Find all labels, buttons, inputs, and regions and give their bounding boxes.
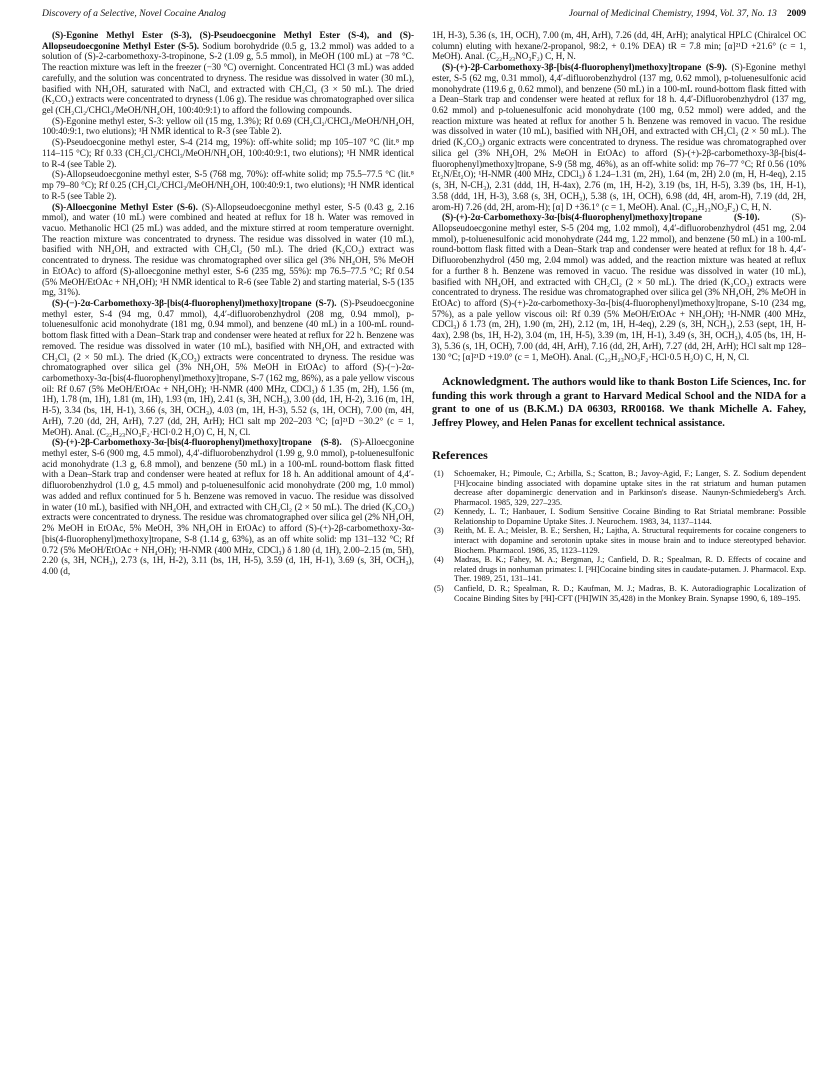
reference-item <box>432 507 806 526</box>
reference-list <box>432 469 806 603</box>
reference-text: Madras, B. K.; Fahey, M. A.; Bergman, J.; Canfield, D. R.; Spealman, R. D. Effects of cocaine and related drugs in nonhuman primates: I. [³H]Cocaine binding sites in caudate-putamen. J. Pharmacol. Exp. Ther. 1989, 251, 131–141. <box>454 555 806 584</box>
compound-heading: (S)-Egonine Methyl Ester (S-3), (S)-Pseudoecgonine Methyl Ester (S-4), and (S)-Allopseudoecgonine Methyl Ester (S-5). <box>42 30 414 51</box>
reference-number: (3) <box>434 526 444 536</box>
paragraph-text: (S)-Allopseudoecgonine methyl ester, S-5 (204 mg, 1.02 mmol), 4,4′-difluorobenzhydrol (451 mg, 2.04 mmol), p-toluenesulfonic acid monohydrate (244 mg, 1.22 mmol), and benzene (50 mL) in a 100-mL round-bottom flask fitted with a Dean–Stark trap and condenser were heated at reflux for 18 h. 4,4′-Difluorobenzhydrol (450 mg, 2.04 mmol) was added, and the reaction mixture was heated at reflux for a further 8 h. Benzene was removed in vacuo. The residue was dissolved in water (10 mL), basified with NH₄OH, and extracted with CH₂Cl₂ (2 × 50 mL). The dried (K₂CO₃) extracts were concentrated to dryness. The residue was chromatographed over silica gel (3% NH₄OH, 2% MeOH in EtOAc) to afford (S)-(+)-2α-carbomethoxy-3α-[bis(4-fluorophenyl)methoxy]tropane, S-10 (234 mg, 57%), as a pale yellow viscous oil: Rf 0.39 (5% MeOH/EtOAc + NH₄OH); ¹H-NMR (400 MHz, CDCl₃) δ 1.73 (m, 2H), 1.90 (m, 2H), 2.12 (m, 1H, H-4eq), 2.29 (s, 3H, NCH₃), 2.53 (sept, 1H, H-4ax), 2.98 (bs, 1H, H-2), 3.04 (m, 1H, H-5), 3.39 (m, 1H, H-1), 3.49 (s, 3H, OCH₃), 4.05 (bs, 1H, H-3), 5.36 (s, 1H, OCH), 7.00 (dd, 4H, ArH), 7.16 (dd, 2H, ArH), 7.27 (dd, 2H, ArH); HCl salt mp 128–130 °C; [α]²¹D +19.0° (c = 1, MeOH). Anal. (C₂₂H₂₃NO₃F₂·HCl·0.5 H₂O) C, H, N, Cl. <box>432 212 806 362</box>
experimental-paragraph <box>42 202 414 298</box>
paragraph-text: Sodium borohydride (0.5 g, 13.2 mmol) was added to a solution of (S)-2-carbomethoxy-3-tropinone, S-2 (1.09 g, 5.5 mmol), in MeOH (100 mL) at −78 °C. The reaction mixture was left in the freezer (−30 °C) overnight. Concentrated HCl (3 mL) was added carefully, and the solution was concentrated to dryness. The residue was dissolved in water (30 mL), basified with NH₄OH, saturated with NaCl, and extracted with CH₂Cl₂ (3 × 50 mL). The dried (K₂CO₃) extracts were concentrated to dryness (1.06 g). The residue was chromatographed over silica gel (CH₂Cl₂/CHCl₃/MeOH/NH₄OH, 100:40:9:1) to afford the following compounds. <box>42 40 414 116</box>
paragraph-text: (S)-Pseudoecgonine methyl ester, S-4 (214 mg, 19%): off-white solid; mp 105–107 °C (lit.⁸ mp 114–115 °C); Rf 0.33 (CH₂Cl₂/CHCl₃/MeOH/NH₄OH, 100:40:9:1, two elutions); ¹H NMR identical to R-4 (see Table 2). <box>42 137 414 169</box>
reference-item <box>432 584 806 603</box>
reference-text: Canfield, D. R.; Spealman, R. D.; Kaufman, M. J.; Madras, B. K. Autoradiographic Localization of Cocaine Binding Sites by [³H]-CFT ([³H]WIN 35,428) in the Monkey Brain. Synapse 1990, 6, 189–195. <box>454 584 806 603</box>
paragraph-text: 1H, H-3), 5.36 (s, 1H, OCH), 7.00 (m, 4H, ArH), 7.26 (dd, 4H, ArH); analytical HPLC (Chiralcel OC column) eluting with hexane/2-propanol, 98:2, + 0.1% DEA) tR = 7.8 min; [α]²¹D +21.6° (c = 1, MeOH). Anal. (C₂₂H₂₃NO₃F₂) C, H, N. <box>432 30 806 62</box>
paragraph-text: (S)-Alloecgonine methyl ester, S-6 (900 mg, 4.5 mmol), 4,4′-difluorobenzhydrol (1.99 g, 9.0 mmol), p-toluenesulfonic acid monohydrate (1.3 g, 6.8 mmol), and benzene (50 mL) in a 100-mL round-bottom flask fitted with a Dean–Stark trap and condenser were heated at reflux for 18 h. An additional amount of 4,4′-difluorobenzhydrol (1.0 g, 4.5 mmol) and p-toluenesulfonic acid monohydrate (200 mg, 1.0 mmol) was added and reflux continued for 5 h. Benzene was removed in vacuo. The residue was dissolved in water (10 mL), basified with NH₄OH, and extracted with CH₂Cl₂ (2 × 50 mL). The dried (K₂CO₃) extracts were concentrated to dryness. The residue was chromatographed over silica gel (2% NH₄OH, 2% MeOH in EtOAc, 5% MeOH, 3% NH₄OH in EtOAc) to afford (S)-(+)-2β-carbomethoxy-3α-[bis(4-fluorophenyl)methoxy]tropane, S-8 (1.14 g, 63%), as an off white solid: mp 131–132 °C; Rf 0.72 (5% MeOH/EtOAc + NH₄OH); ¹H-NMR (400 MHz, CDCl₃) δ 1.80 (d, 1H), 2.00–2.15 (m, 5H), 2.20 (s, 3H, NCH₃), 2.73 (s, 1H, H-2), 3.11 (bs, 1H, H-5), 3.59 (d, 1H, H-1), 3.69 (s, 3H, OCH₃), 4.00 (d, <box>42 437 414 576</box>
running-title: Discovery of a Selective, Novel Cocaine Analog <box>42 8 226 19</box>
compound-heading: (S)-(−)-2α-Carbomethoxy-3β-[bis(4-fluorophenyl)methoxy]tropane (S-7). <box>52 297 337 308</box>
reference-item <box>432 526 806 555</box>
acknowledgment <box>432 376 806 430</box>
running-header <box>42 8 806 22</box>
reference-number: (5) <box>434 584 444 594</box>
paragraph-text: (S)-Allopseudoecgonine methyl ester, S-5 (0.43 g, 2.16 mmol), and water (10 mL) were combined and heated at reflux for 18 h. Water was removed in vacuo. Methanolic HCl (25 mL) was added, and the mixture stirred at room temperature overnight. The reaction mixture was concentrated to dryness. The residue was dissolved in water (10 mL), basified with NH₄OH, and extracted with CH₂Cl₂ (50 mL). The dried (K₂CO₃) extract was concentrated to dryness. The residue was chromatographed over silica gel (3% NH₄OH, 5% MeOH in EtOAc) to afford (S)-alloecgonine methyl ester, S-6 (235 mg, 55%): mp 76.5–77.5 °C; Rf 0.54 (5% MeOH/EtOAc + NH₄OH); ¹H NMR identical to R-6 (see Table 2) and starting material, S-5 (135 mg, 31%). <box>42 201 414 298</box>
compound-heading: (S)-(+)-2β-Carbomethoxy-3β-[bis(4-fluorophenyl)methoxy]tropane (S-9). <box>442 62 727 73</box>
compound-heading: (S)-(+)-2β-Carbomethoxy-3α-[bis(4-fluorophenyl)methoxy]tropane (S-8). <box>52 437 342 448</box>
compound-heading: (S)-(+)-2α-Carbomethoxy-3α-[bis(4-fluorophenyl)methoxy]tropane (S-10). <box>442 212 760 223</box>
right-column <box>432 30 806 1060</box>
journal-citation <box>569 8 806 19</box>
experimental-paragraph <box>42 116 414 137</box>
experimental-paragraph <box>42 437 414 576</box>
reference-item <box>432 555 806 584</box>
reference-text: Reith, M. E. A.; Meisler, B. E.; Sershen, H.; Lajtha, A. Structural requirements for cocaine congeners to interact with dopamine and serotonin uptake sites in mouse brain and to induce stereotyped behavior. Biochem. Pharmacol. 1986, 35, 1123–1129. <box>454 526 806 555</box>
left-column <box>42 30 414 1060</box>
experimental-paragraph <box>42 30 414 116</box>
reference-text: Schoemaker, H.; Pimoule, C.; Arbilla, S.; Scatton, B.; Javoy-Agid, F.; Langer, S. Z. Sodium dependent [³H]cocaine binding associated with dopamine uptake sites in the rat striatum and human putamen decrease after dopaminergic denervation and in Parkinson's disease. Naunyn-Schmiedeberg's Arch. Pharmacol. 1985, 329, 227–235. <box>454 468 806 507</box>
compound-heading: (S)-Alloecgonine Methyl Ester (S-6). <box>52 201 198 212</box>
experimental-paragraph <box>42 298 414 437</box>
experimental-paragraph <box>42 137 414 169</box>
references-heading: References <box>432 447 488 462</box>
reference-number: (1) <box>434 468 444 478</box>
paragraph-text: (S)-Pseudoecgonine methyl ester, S-4 (94 mg, 0.47 mmol), 4,4′-difluorobenzhydrol (208 mg, 0.94 mmol), p-toluenesulfonic acid monohydrate (181 mg, 0.94 mmol), and benzene (40 mL) in a 100-mL round-bottom flask fitted with a Dean–Stark trap and condenser were heated at reflux for 22 h. Benzene was removed. The residue was dissolved in water (10 mL), basified with NH₄OH, and extracted with CH₂Cl₂ (2 × 50 mL). The dried (K₂CO₃) extracts were concentrated to dryness. The residue was chromatographed over silica gel (3% NH₄OH, 5% MeOH in EtOAc) to afford (S)-(−)-2α-carbomethoxy-3α-[bis(4-fluorophenyl)methoxy]tropane, S-7 (162 mg, 86%), as a pale yellow viscous oil: Rf 0.67 (5% MeOH/EtOAc + NH₄OH); ¹H-NMR (400 MHz, CDCl₃) δ 1.35 (m, 2H), 1.56 (m, 1H), 1.78 (m, 1H), 1.81 (m, 1H), 1.93 (m, 1H), 2.41 (s, 3H, NCH₃), 3.00 (dd, 1H, H-2), 3.16 (m, 1H, H-5), 3.34 (bs, 1H, H-1), 3.66 (s, 3H, OCH₃), 4.03 (m, 1H, H-3), 5.52 (s, 1H, OCH), 7.00 (m, 4H, ArH), 7.20 (dd, 2H, ArH), 7.27 (dd, 2H, ArH); HCl salt mp 202–203 °C; [α]²¹D −30.2° (c = 1, MeOH). Anal. (C₂₂H₂₃NO₃F₂·HCl·0.2 H₂O) C, H, N, Cl. <box>42 297 414 437</box>
reference-number: (2) <box>434 507 444 517</box>
paragraph-text: (S)-Egonine methyl ester, S-5 (62 mg, 0.31 mmol), 4,4′-difluorobenzhydrol (137 mg, 0.62 mmol), p-toluenesulfonic acid monohydrate (119.6 g, 0.62 mmol), and benzene (50 mL) in a 100-mL round-bottom flask fitted with a Dean–Stark trap and condenser were heated at reflux for 18 h. 4,4′-Difluorobenzhydrol (137 mg, 0.62 mmol) and p-toluenesulfonic acid monohydrate (100 mg, 0.52 mmol) were added, and the reaction mixture was heated at reflux for another 5 h. Benzene was removed in vacuo. The residue was dissolved in water (10 mL), basified with NH₄OH, and extracted with CH₂Cl₂ (2 × 50 mL). The dried (K₂CO₃) organic extracts were concentrated to dryness. The residue was chromatographed over silica gel (3% NH₄OH, 2% MeOH in EtOAc) to afford (S)-(+)-2β-carbomethoxy-3β-[bis(4-fluorophenyl)methoxy]tropane, S-9 (58 mg, 46%), as an off-white solid: mp 76–77 °C; Rf 0.56 (10% Et₂N/Et₂O); ¹H-NMR (400 MHz, CDCl₃) δ 1.24–1.31 (m, 2H), 1.64 (m, 2H) 2.0 (m, H, H-4eq), 2.15 (s, 3H, N-CH₃), 2.31 (ddd, 1H, H-4ax), 2.76 (m, 1H, H-2), 3.19 (bs, 1H, H-5), 3.39 (bs, 1H, H-1), 3.58 (ddd, 1H, H-3), 3.68 (s, 3H, OCH₃), 5.38 (s, 1H, OCH), 6.98 (dd, 4H, arom-H), 7.19 (dd, 2H, arom-H) 7.26 (dd, 2H, arom-H); [α] D +36.1° (c = 1, MeOH). Anal. (C₂₂H₂₃NO₃F₂) C, H, N. <box>432 62 806 212</box>
acknowledgment-text: The authors would like to thank Boston Life Sciences, Inc. for funding this work through a grant to Harvard Medical School and the NIDA for a grant to one of us (B.K.M.) DA 06303, RR00168. We thank Michelle A. Fahey, Jeffrey Plowey, and Helen Panas for excellent technical assistance. <box>432 377 806 429</box>
paragraph-text: (S)-Allopseudoecgonine methyl ester, S-5 (768 mg, 70%): off-white solid; mp 75.5–77.5 °C (lit.⁸ mp 79–80 °C); Rf 0.25 (CH₂Cl₂/CHCl₃/MeOH/NH₄OH, 100:40:9:1, two elutions); ¹H NMR identical to R-5 (see Table 2). <box>42 169 414 201</box>
experimental-paragraph <box>432 62 806 212</box>
reference-item <box>432 469 806 507</box>
journal-name: Journal of Medicinal Chemistry, 1994, Vol. 37, No. 13 <box>568 8 777 19</box>
paragraph-text: (S)-Egonine methyl ester, S-3: yellow oil (15 mg, 1.3%); Rf 0.69 (CH₂Cl₂/CHCl₃/MeOH/NH₄OH, 100:40:9:1, two elutions); ¹H NMR identical to R-3 (see Table 2). <box>42 115 414 137</box>
acknowledgment-lead: Acknowledgment. <box>442 376 530 389</box>
reference-text: Kennedy, L. T.; Hanbauer, I. Sodium Sensitive Cocaine Binding to Rat Striatal membrane: Possible Relationship to Dopamine Uptake Sites. J. Neurochem. 1983, 34, 1137–1144. <box>454 507 806 526</box>
experimental-paragraph <box>432 212 806 362</box>
page-number: 2009 <box>786 8 806 19</box>
experimental-paragraph <box>42 169 414 201</box>
experimental-paragraph <box>432 30 806 62</box>
reference-number: (4) <box>434 555 444 565</box>
